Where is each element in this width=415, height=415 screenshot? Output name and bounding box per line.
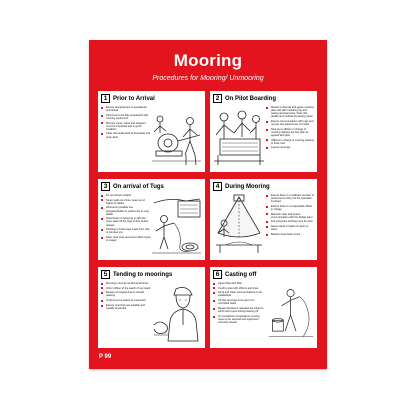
bullet-item: Ensure communication with tugs and remote sea stations are on board	[266, 120, 314, 126]
crew-preparing-winch-illustration	[150, 105, 203, 169]
bullet-list	[213, 282, 265, 326]
bullet-item: Maintain clear and proper communication with the bridge team	[266, 213, 314, 219]
step-number: 1	[101, 94, 110, 103]
bullet-item: Master to discuss and agree mooring plan with pilot including tug and towing arrangements. Pass this details and method of passing ropes	[266, 106, 314, 118]
bullet-item: Confirm plan with officers and crew	[213, 287, 265, 290]
bullet-item: Ensure all equipment is operational and tested	[101, 106, 151, 112]
poster-subtitle: Procedures for Mooring/ Unmooring	[152, 75, 264, 82]
bullet-item: Ensure moorings are suitable and equally tensioned	[101, 304, 151, 310]
panel-casting-off	[210, 267, 317, 348]
panel-header	[101, 270, 172, 279]
step-number: 6	[213, 270, 222, 279]
bullet-item: Beware snap-back zones	[266, 233, 314, 236]
panel-title: On arrival of Tugs	[113, 183, 164, 190]
bullet-item: Clear, illuminate both at forecastle and poop deck	[101, 132, 151, 138]
bullet-item: Do not stand in bights	[101, 194, 151, 197]
panel-header	[213, 182, 270, 191]
officers-reviewing-plan-illustration	[212, 105, 266, 169]
panel-title: Casting off	[225, 271, 257, 278]
bullet-item: Beware of surging due to vessels passing	[101, 291, 151, 297]
bullet-item: Send and Clear communications to be established	[213, 291, 265, 297]
bullet-item: Keep clear lines and never allow ropes to snagor	[101, 236, 151, 242]
panel-on-arrival-of-tugs	[98, 179, 205, 260]
panel-title: During Mooring	[225, 183, 270, 190]
mooring-danger-zone-illustration	[212, 193, 266, 257]
bullet-list	[101, 106, 151, 140]
bullet-item: Personnel to be fully acquainted with mooring equipment	[101, 114, 151, 120]
bullet-item: Never walk over lines, keep out of bights of cables	[101, 199, 151, 205]
bullet-item: Layout moorings	[266, 146, 314, 149]
bullet-item: Ensure there is a sufficient number of personnel to carry out the operation involved	[266, 194, 314, 203]
panel-during-mooring	[210, 179, 317, 260]
bullet-item: Agree Plan with Pilot	[213, 282, 265, 285]
bullet-list	[101, 194, 151, 244]
bullet-item: Mooring ropes, wires and stoppers must be inspected and in good condition	[101, 122, 151, 131]
bullet-item: Full protective clothing must be worn	[266, 220, 314, 223]
poster-code: P 99	[99, 354, 112, 360]
bullet-item: Supervision in bring tug in tight but tuner slack off the tugs oil line before release	[101, 217, 151, 226]
bullet-item: On completion of operations moving ropes to be secured and equipment correctly stowed	[213, 315, 265, 324]
panel-title: Tending to moorings	[113, 271, 173, 278]
bullet-item: Moorings must be tended at all times	[101, 282, 151, 285]
tug-line-handling-illustration	[150, 193, 203, 257]
step-number: 5	[101, 270, 110, 279]
crew-casting-off-illustration	[267, 281, 315, 345]
bullet-item: Whenever possible use gangway/ladder in preference to rope ladder	[101, 206, 151, 215]
panel-header	[213, 270, 256, 279]
panel-tending-to-moorings	[98, 267, 205, 348]
bullet-item: Pilot/tugs of slow tugs made from ship of minutes tow	[101, 228, 151, 234]
panel-title: On Pilot Boarding	[225, 95, 276, 102]
bullet-item: Stop as to officers in charge of mooring stations the first plan as agreed with pilot	[266, 128, 314, 137]
step-number: 3	[101, 182, 110, 191]
panel-prior-to-arrival	[98, 91, 205, 172]
bullet-item: Never stand in bights of ropes or wires	[266, 225, 314, 231]
bullet-item: Master disclosure released are travel to winch and ropes during heaving off	[213, 307, 265, 313]
panel-header	[101, 94, 155, 103]
bullet-item: Ensure there is a responsible officer in charge	[266, 205, 314, 211]
crewman-with-helmet-illustration	[150, 281, 203, 345]
panel-on-pilot-boarding	[210, 91, 317, 172]
panel-title: Prior to Arrival	[113, 95, 155, 102]
step-number: 2	[213, 94, 222, 103]
bullet-list	[101, 282, 151, 312]
panel-header	[213, 94, 276, 103]
poster-title: Mooring	[173, 51, 243, 70]
bullet-item: Officers in charge of mooring stations to brief crew	[266, 139, 314, 145]
bullet-list	[266, 194, 314, 238]
step-number: 4	[213, 182, 222, 191]
bullet-item: All ship and tugs to be part of to controlled basis	[213, 299, 265, 305]
bullet-list	[266, 106, 314, 151]
bullet-item: At all times be aware of snap-back	[101, 299, 151, 302]
bullet-item: Inform officer of the watch of any slack	[101, 287, 151, 290]
safety-poster	[89, 40, 327, 369]
panel-header	[101, 182, 164, 191]
